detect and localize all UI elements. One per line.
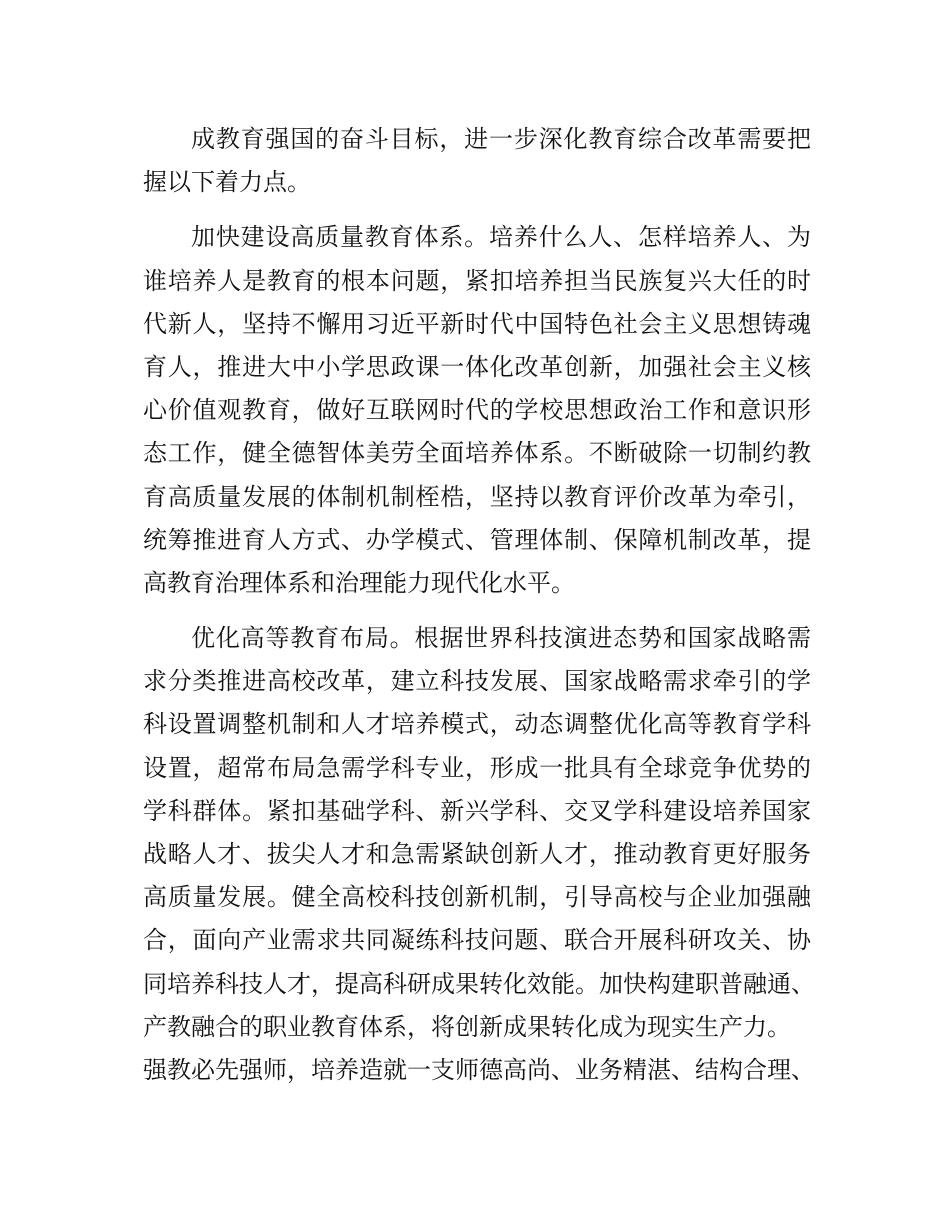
text-line: 学科群体。紧扣基础学科、新兴学科、交叉学科建设培养国家 bbox=[143, 796, 811, 825]
text-line: 握以下着力点。 bbox=[143, 168, 311, 197]
text-line: 设置，超常布局急需学科专业，形成一批具有全球竞争优势的 bbox=[143, 753, 811, 782]
text-line: 强教必先强师，培养造就一支师德高尚、业务精湛、结构合理、 bbox=[143, 1055, 815, 1084]
text-line: 态工作，健全德智体美劳全面培养体系。不断破除一切制约教 bbox=[143, 439, 811, 468]
text-line: 高教育治理体系和治理能力现代化水平。 bbox=[143, 568, 575, 597]
text-line: 战略人才、拔尖人才和急需紧缺创新人才，推动教育更好服务 bbox=[143, 840, 811, 868]
text-line: 谁培养人是教育的根本问题，紧扣培养担当民族复兴大任的时 bbox=[143, 266, 811, 295]
paragraph-continuation bbox=[143, 118, 811, 204]
text-line: 同培养科技人才，提高科研成果转化效能。加快构建职普融通、 bbox=[143, 969, 815, 998]
text-line: 育人，推进大中小学思政课一体化改革创新，加强社会主义核 bbox=[143, 352, 811, 381]
document-page bbox=[143, 118, 815, 1092]
text-line: 高质量发展。健全高校科技创新机制，引导高校与企业加强融 bbox=[143, 883, 811, 912]
text-line: 代新人，坚持不懈用习近平新时代中国特色社会主义思想铸魂 bbox=[143, 309, 811, 338]
text-line: 求分类推进高校改革，建立科技发展、国家战略需求牵引的学 bbox=[143, 667, 811, 696]
text-line: 成教育强国的奋斗目标，进一步深化教育综合改革需要把 bbox=[191, 125, 811, 153]
text-line: 心价值观教育，做好互联网时代的学校思想政治工作和意识形 bbox=[143, 396, 811, 425]
text-line: 统筹推进育人方式、办学模式、管理体制、保障机制改革，提 bbox=[143, 525, 811, 554]
paragraph-higher-education-layout bbox=[143, 617, 815, 1092]
text-line: 合，面向产业需求共同凝练科技问题、联合开展科研攻关、协 bbox=[143, 926, 811, 955]
paragraph-high-quality-education bbox=[143, 216, 811, 605]
text-line: 育高质量发展的体制机制桎梏，坚持以教育评价改革为牵引， bbox=[143, 482, 811, 511]
text-line: 科设置调整机制和人才培养模式，动态调整优化高等教育学科 bbox=[143, 710, 811, 739]
text-line: 优化高等教育布局。根据世界科技演进态势和国家战略需 bbox=[191, 624, 811, 653]
text-line: 加快建设高质量教育体系。培养什么人、怎样培养人、为 bbox=[191, 223, 811, 252]
text-line: 产教融合的职业教育体系，将创新成果转化成为现实生产力。 bbox=[143, 1012, 791, 1041]
